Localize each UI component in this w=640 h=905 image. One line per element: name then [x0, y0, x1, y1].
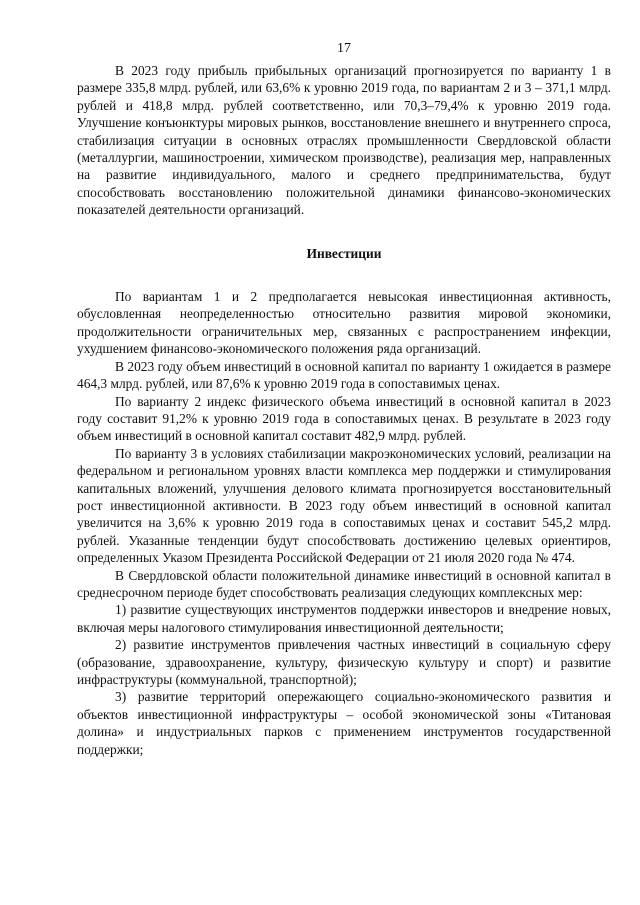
- profit-forecast-paragraph: В 2023 году прибыль прибыльных организаций прогнозируется по варианту 1 в размере 335,8 млрд. рублей, или 63,6% к уровню 2019 года, по вариантам 2 и 3 – 371,1 млрд. рублей и 418,8 млрд. рублей соответственно, или 70,3–79,4% к уровню 2019 года. Улучшение конъюнктуры мировых рынков, восстановление внешнего и внутреннего спроса, стабилизация ситуации в основных отраслях промышленности Свердловской области (металлургии, машиностроении, химическом производстве), реализация мер, направленных на развитие индивидуального, малого и среднего предпринимательства, будут способствовать восстановлению положительной динамики финансово-экономических показателей деятельности организаций.: [77, 63, 611, 218]
- section-heading-investments: Инвестиции: [306, 245, 382, 261]
- measure-item-2: 2) развитие инструментов привлечения частных инвестиций в социальную сферу (образование, здравоохранение, культуру, физическую культуру и спорт) и развитие инфраструктуры (коммунальной, транспортной);: [77, 637, 611, 687]
- measure-item-3: 3) развитие территорий опережающего социально-экономического развития и объектов инвестиционной инфраструктуры – особой экономической зоны «Титановая долина» и индустриальных парков с применением инструментов государственной поддержки;: [77, 689, 611, 757]
- investment-paragraph-variant-1: В 2023 году объем инвестиций в основной капитал по варианту 1 ожидается в размере 464,3 млрд. рублей, или 87,6% к уровню 2019 года в сопоставимых ценах.: [77, 358, 611, 392]
- investment-paragraph-variant-3: По варианту 3 в условиях стабилизации макроэкономических условий, реализации на федеральном и региональном уровнях власти комплекса мер поддержки и стимулирования капитальных вложений, улучшения делового климата прогнозируется восстановительный рост инвестиционной активности. В 2023 году объем инвестиций в основной капитал увеличится на 3,6% к уровню 2019 года в сопоставимых ценах и составит 545,2 млрд. рублей. Указанные тенденции будут способствовать достижению целевых ориентиров, определенных Указом Президента Российской Федерации от 21 июля 2020 года № 474.: [77, 445, 611, 566]
- page-number: 17: [337, 41, 351, 56]
- investment-paragraph-variant-2: По варианту 2 индекс физического объема инвестиций в основной капитал в 2023 году составит 91,2% к уровню 2019 года в сопоставимых ценах. В результате в 2023 году объем инвестиций в основной капитал составит 482,9 млрд. рублей.: [77, 393, 611, 444]
- investment-measures-intro: В Свердловской области положительной динамике инвестиций в основной капитал в среднесрочном периоде будет способствовать реализация следующих комплексных мер:: [77, 567, 611, 600]
- measure-item-1: 1) развитие существующих инструментов поддержки инвесторов и внедрение новых, включая меры налогового стимулирования инвестиционной деятельности;: [77, 602, 611, 635]
- investment-paragraph-variants-1-2: По вариантам 1 и 2 предполагается невысокая инвестиционная активность, обусловленная неопределенностью относительно развития мировой экономики, продолжительности ограничительных мер, связанных с распространением инфекции, ухудшением финансово-экономического положения ряда организаций.: [77, 289, 611, 357]
